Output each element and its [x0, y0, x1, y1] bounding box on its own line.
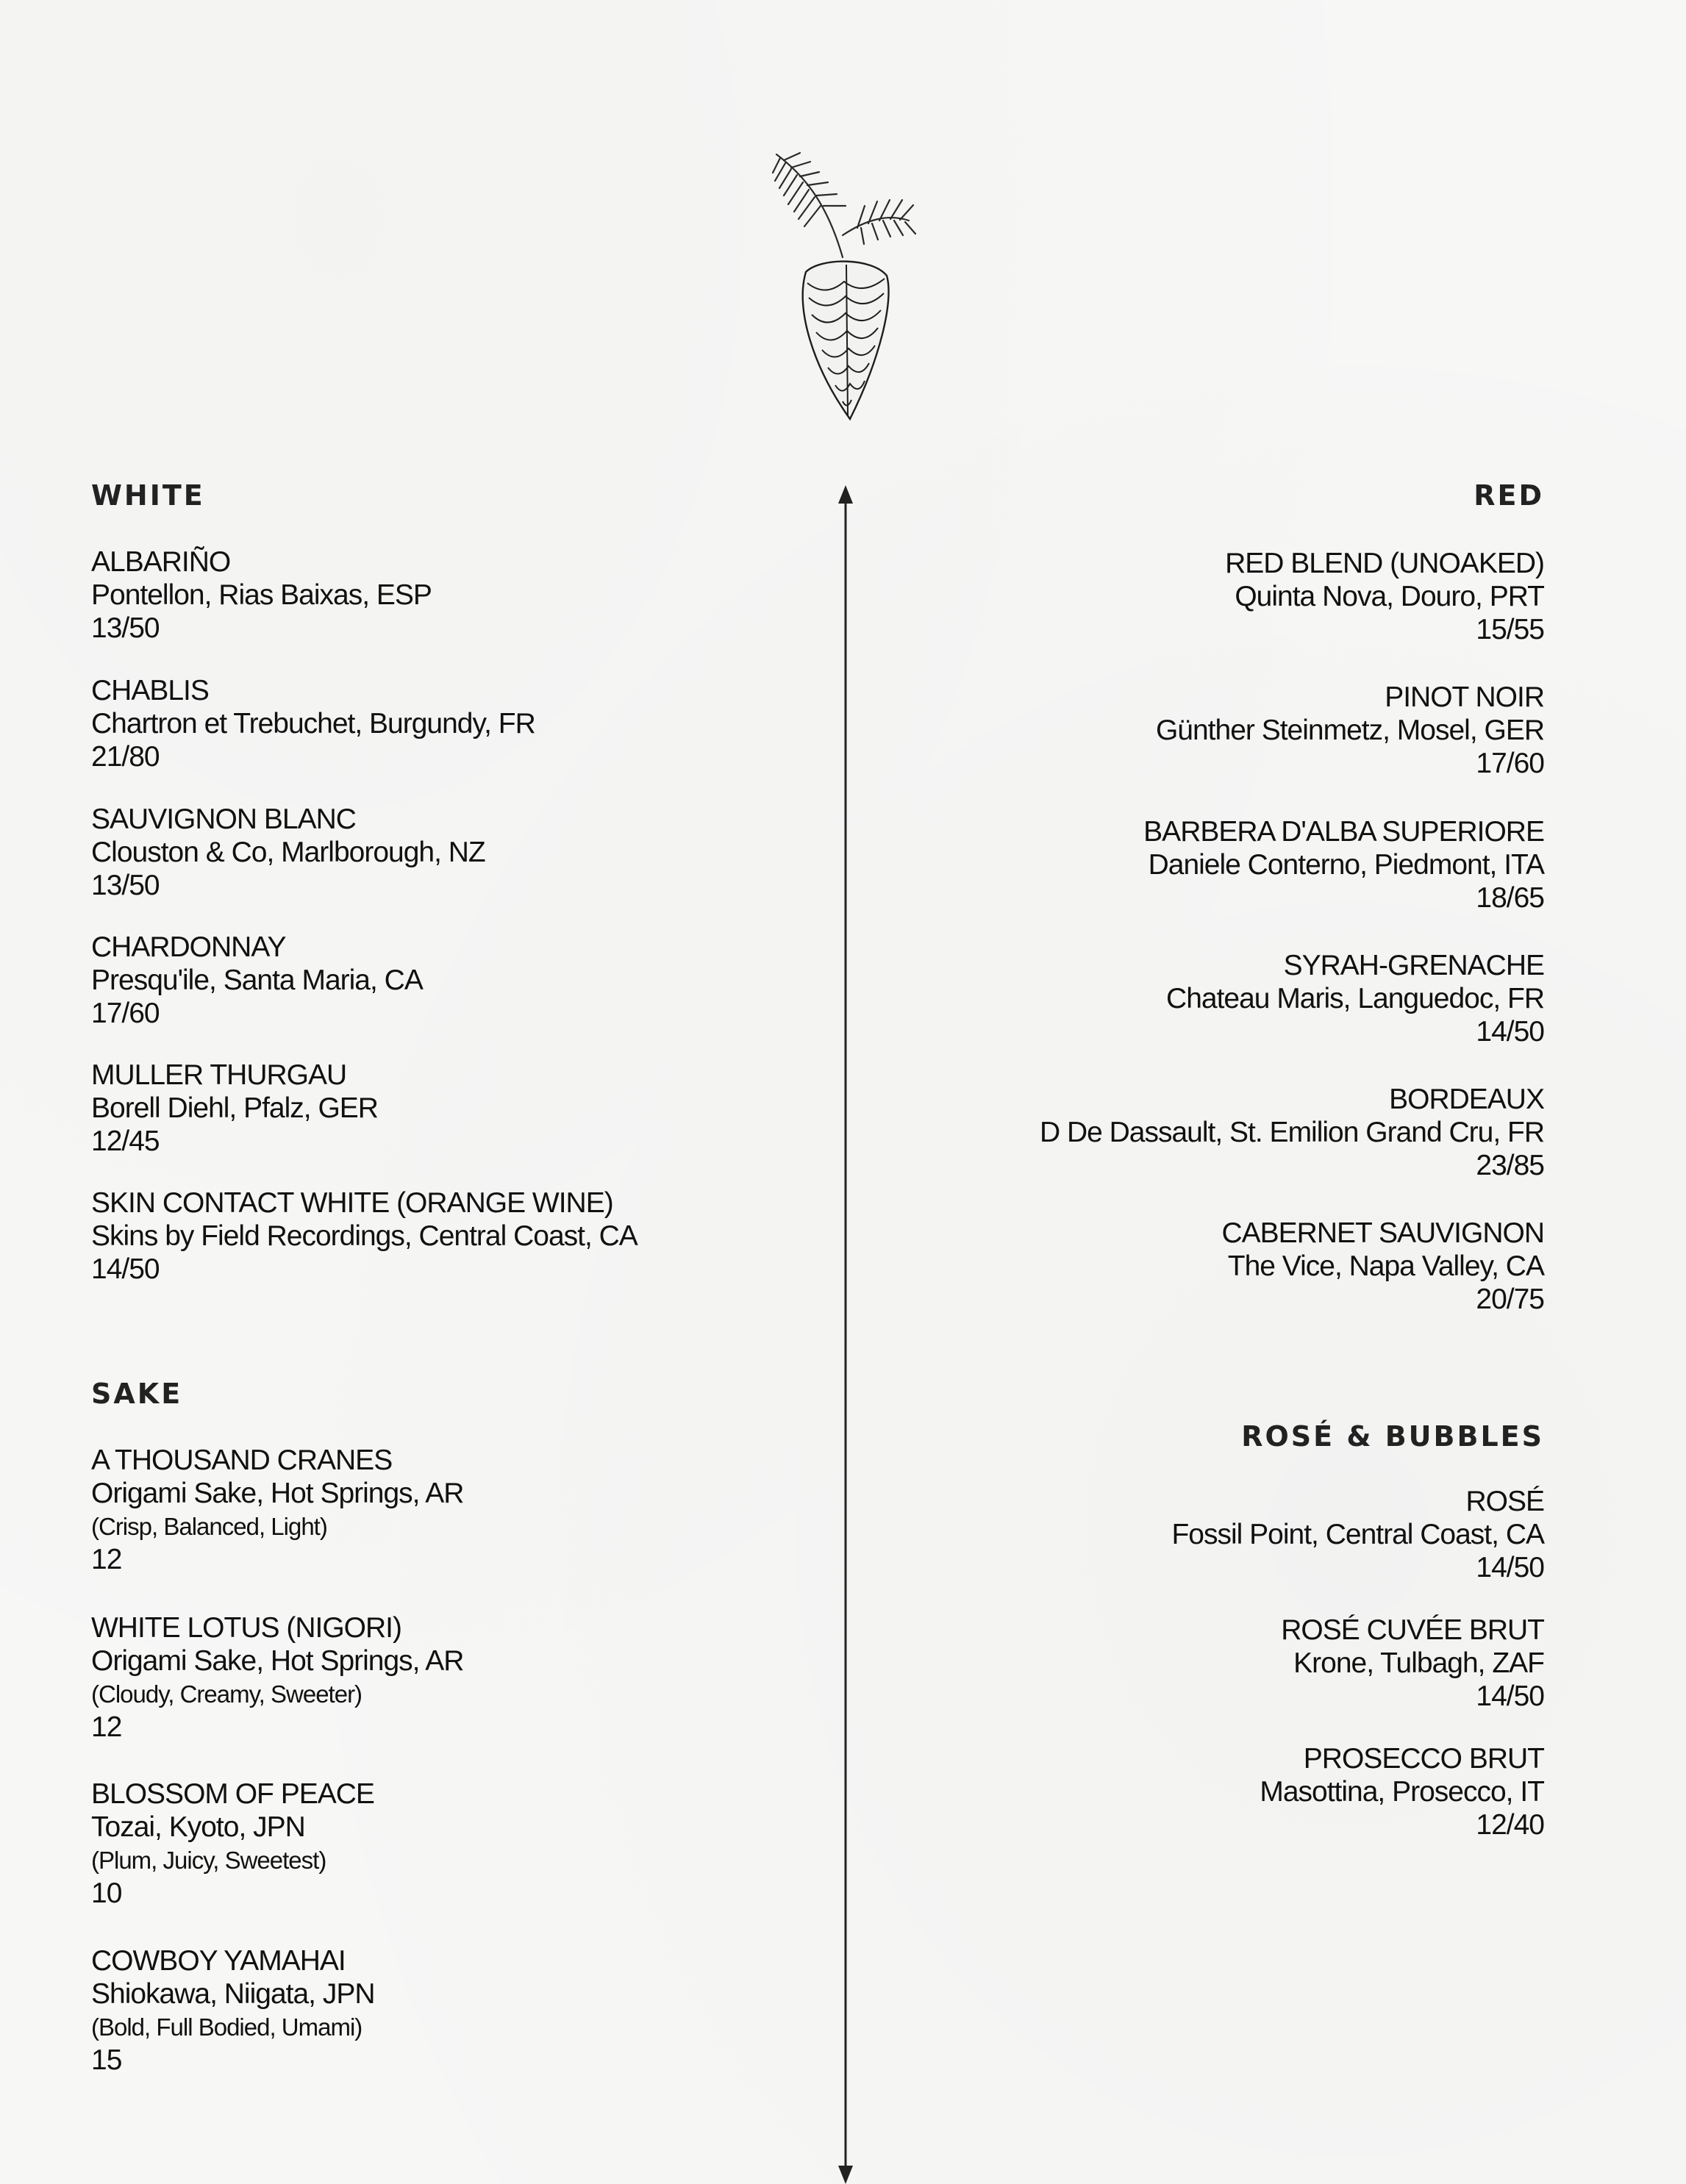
sake-price: 10: [91, 1877, 122, 1909]
wine-price: 15/55: [1476, 614, 1544, 645]
wine-price: 17/60: [1476, 748, 1544, 779]
wine-producer: Krone, Tulbagh, ZAF: [1293, 1647, 1544, 1679]
wine-entry-red-blend: [1225, 547, 1544, 646]
sake-entry-cowboy-yamahai: [91, 1944, 375, 2077]
wine-name: PROSECCO BRUT: [1303, 1743, 1544, 1775]
sake-name: BLOSSOM OF PEACE: [91, 1778, 374, 1810]
wine-entry-skin-contact-white: [91, 1186, 637, 1286]
wine-entry-sauvignon-blanc: [91, 803, 485, 902]
sake-producer: Shiokawa, Niigata, JPN: [91, 1978, 375, 2010]
wine-price: 13/50: [91, 612, 160, 644]
wine-producer: Masottina, Prosecco, IT: [1260, 1776, 1544, 1808]
wine-producer: Chartron et Trebuchet, Burgundy, FR: [91, 708, 535, 740]
wine-price: 12/40: [1476, 1809, 1544, 1841]
sake-price: 12: [91, 1544, 122, 1575]
wine-producer: The Vice, Napa Valley, CA: [1227, 1250, 1544, 1282]
wine-name: PINOT NOIR: [1385, 681, 1544, 713]
wine-entry-pinot-noir: [1156, 681, 1544, 780]
wine-price: 14/50: [1476, 1680, 1544, 1712]
wine-entry-rose: [1171, 1485, 1544, 1584]
wine-entry-chablis: [91, 674, 535, 773]
wine-producer: Presqu'ile, Santa Maria, CA: [91, 964, 423, 996]
sake-producer: Tozai, Kyoto, JPN: [91, 1811, 305, 1843]
sake-tasting-note: (Crisp, Balanced, Light): [91, 1513, 327, 1540]
sake-name: WHITE LOTUS (NIGORI): [91, 1612, 401, 1644]
wine-name: ALBARIÑO: [91, 546, 231, 578]
section-title-white: WHITE: [91, 479, 205, 512]
wine-price: 21/80: [91, 741, 160, 773]
wine-name: CHARDONNAY: [91, 931, 286, 963]
wine-producer: Quinta Nova, Douro, PRT: [1235, 581, 1544, 612]
wine-price: 14/50: [91, 1253, 160, 1285]
wine-producer: Clouston & Co, Marlborough, NZ: [91, 837, 485, 868]
wine-name: CHABLIS: [91, 675, 209, 706]
sake-entry-white-lotus: [91, 1611, 463, 1744]
wine-entry-muller-thurgau: [91, 1059, 378, 1158]
sake-entry-blossom-of-peace: [91, 1777, 374, 1910]
wine-name: BARBERA D'ALBA SUPERIORE: [1143, 816, 1544, 848]
sake-price: 15: [91, 2044, 122, 2076]
wine-price: 13/50: [91, 870, 160, 901]
wine-producer: Skins by Field Recordings, Central Coast, CA: [91, 1220, 637, 1252]
wine-price: 14/50: [1476, 1552, 1544, 1583]
wine-name: ROSÉ: [1465, 1486, 1544, 1517]
wine-entry-albarino: [91, 545, 432, 645]
sake-producer: Origami Sake, Hot Springs, AR: [91, 1645, 464, 1677]
wine-price: 23/85: [1476, 1150, 1544, 1181]
wine-price: 14/50: [1476, 1016, 1544, 1048]
wine-producer: D De Dassault, St. Emilion Grand Cru, FR: [1039, 1117, 1544, 1148]
section-title-red: RED: [1474, 479, 1544, 512]
wine-entry-cabernet-sauvignon: [1221, 1217, 1544, 1316]
sake-entry-a-thousand-cranes: [91, 1444, 463, 1576]
wine-price: 18/65: [1476, 882, 1544, 914]
wine-name: BORDEAUX: [1389, 1084, 1544, 1115]
wine-producer: Fossil Point, Central Coast, CA: [1171, 1519, 1544, 1550]
wine-producer: Chateau Maris, Languedoc, FR: [1166, 983, 1544, 1014]
wine-name: SAUVIGNON BLANC: [91, 803, 356, 835]
wine-producer: Günther Steinmetz, Mosel, GER: [1155, 715, 1544, 746]
wine-producer: Pontellon, Rias Baixas, ESP: [91, 579, 432, 611]
wine-name: MULLER THURGAU: [91, 1059, 347, 1091]
pine-branch-with-cone-icon: [762, 147, 938, 426]
sake-name: COWBOY YAMAHAI: [91, 1945, 346, 1977]
wine-name: CABERNET SAUVIGNON: [1221, 1217, 1544, 1249]
wine-entry-bordeaux: [1040, 1083, 1544, 1182]
wine-entry-barbera: [1143, 815, 1544, 914]
center-divider-arrow: [824, 485, 868, 2184]
sake-producer: Origami Sake, Hot Springs, AR: [91, 1478, 464, 1509]
wine-name: SKIN CONTACT WHITE (ORANGE WINE): [91, 1187, 613, 1219]
sake-tasting-note: (Bold, Full Bodied, Umami): [91, 2013, 362, 2041]
sake-tasting-note: (Plum, Juicy, Sweetest): [91, 1847, 326, 1874]
wine-entry-syrah-grenache: [1166, 949, 1544, 1048]
wine-entry-prosecco-brut: [1260, 1742, 1544, 1841]
sake-name: A THOUSAND CRANES: [91, 1444, 393, 1476]
section-title-sake: SAKE: [91, 1378, 183, 1410]
wine-entry-rose-cuvee-brut: [1281, 1614, 1544, 1713]
wine-producer: Borell Diehl, Pfalz, GER: [91, 1092, 378, 1124]
wine-price: 12/45: [91, 1125, 160, 1157]
wine-name: ROSÉ CUVÉE BRUT: [1281, 1614, 1544, 1646]
wine-entry-chardonnay: [91, 931, 423, 1030]
wine-producer: Daniele Conterno, Piedmont, ITA: [1148, 849, 1544, 881]
wine-price: 17/60: [91, 998, 160, 1029]
sake-tasting-note: (Cloudy, Creamy, Sweeter): [91, 1680, 362, 1708]
wine-name: RED BLEND (UNOAKED): [1225, 548, 1544, 579]
wine-name: SYRAH-GRENACHE: [1283, 950, 1544, 981]
sake-price: 12: [91, 1711, 122, 1743]
wine-price: 20/75: [1476, 1283, 1544, 1315]
section-title-rose-bubbles: ROSÉ & BUBBLES: [1241, 1420, 1544, 1453]
